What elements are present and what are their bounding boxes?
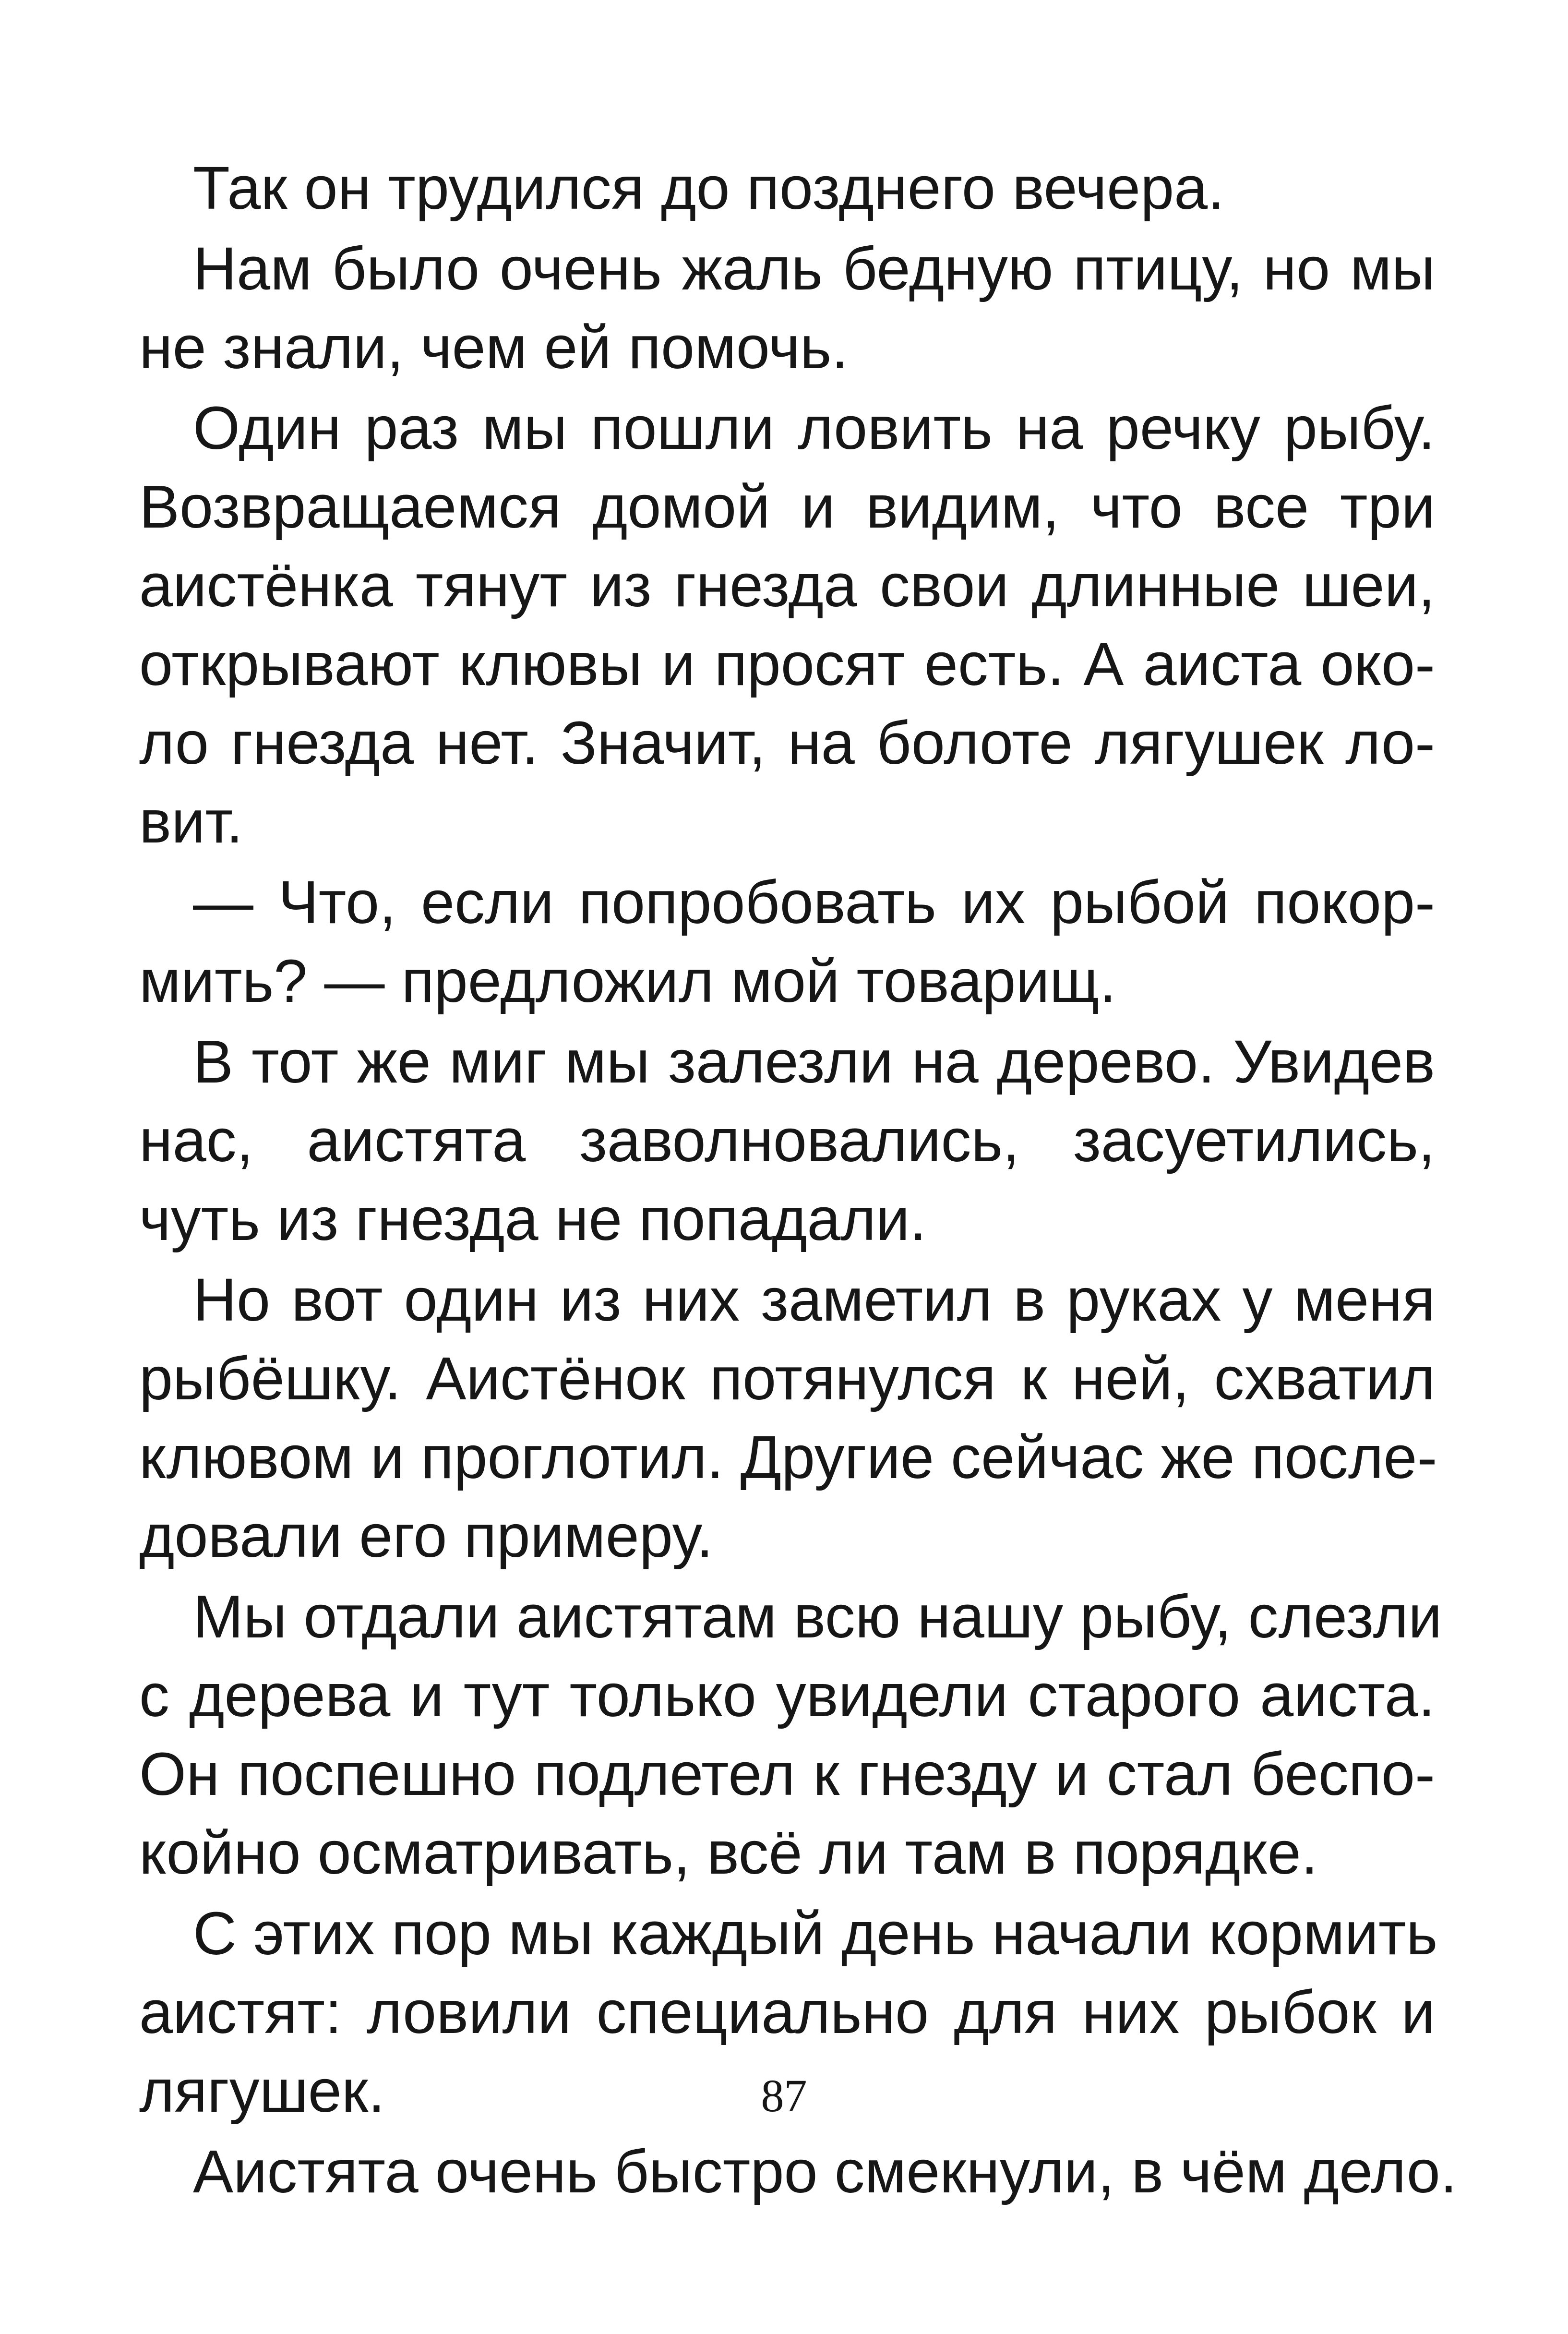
- text-line: С этих пор мы каждый день начали кормить: [193, 1900, 1438, 1967]
- text-line: лягушек.: [139, 2057, 385, 2125]
- text-line: рыбёшку. Аистёнок потянулся к ней, схватил: [139, 1345, 1435, 1412]
- page-number: 87: [761, 2070, 807, 2121]
- text-line: Аистята очень быстро смекнули, в чём дело.: [193, 2138, 1457, 2205]
- text-line: В тот же миг мы залезли на дерево. Увидев: [193, 1028, 1435, 1095]
- text-line: с дерева и тут только увидели старого аиста.: [139, 1661, 1435, 1729]
- body-text: [139, 149, 1457, 2211]
- paragraph-1: [139, 149, 1435, 228]
- text-line: вит.: [139, 788, 243, 855]
- paragraph-2: [139, 229, 1435, 387]
- text-line: открывают клювы и просят есть. А аиста око-: [139, 630, 1435, 698]
- text-line: Но вот один из них заметил в руках у меня: [193, 1266, 1435, 1334]
- text-line: Нам было очень жаль бедную птицу, но мы: [193, 235, 1435, 302]
- paragraph-3: [139, 389, 1435, 861]
- text-line: аистят: ловили специально для них рыбок и: [139, 1978, 1435, 2046]
- text-line: чуть из гнезда не попадали.: [139, 1185, 927, 1253]
- text-line: ло гнезда нет. Значит, на болоте лягушек ло-: [139, 709, 1435, 777]
- paragraph-4: [139, 863, 1435, 1021]
- text-line: Мы отдали аистятам всю нашу рыбу, слезли: [193, 1583, 1442, 1650]
- text-line: Так он трудился до позднего вечера.: [193, 154, 1225, 222]
- text-line: аистёнка тянут из гнезда свои длинные шеи,: [139, 552, 1435, 619]
- text-line: Он поспешно подлетел к гнезду и стал беспо-: [139, 1740, 1435, 1808]
- text-line: нас, аистята заволновались, засуетились,: [139, 1107, 1435, 1174]
- text-line: довали его примеру.: [139, 1502, 713, 1570]
- paragraph-7: [139, 1577, 1442, 1892]
- paragraph-6: [139, 1261, 1435, 1576]
- text-line: клювом и проглотил. Другие сейчас же после-: [139, 1423, 1437, 1491]
- text-line: Возвращаемся домой и видим, что все три: [139, 473, 1435, 541]
- text-line: мить? — предложил мой товарищ.: [139, 947, 1116, 1015]
- paragraph-5: [139, 1023, 1435, 1259]
- text-line: — Что, если попробовать их рыбой покор-: [193, 868, 1435, 936]
- paragraph-9: [139, 2132, 1457, 2211]
- text-line: не знали, чем ей помочь.: [139, 313, 849, 381]
- text-line: койно осматривать, всё ли там в порядке.: [139, 1819, 1318, 1887]
- text-line: Один раз мы пошли ловить на речку рыбу.: [193, 394, 1435, 462]
